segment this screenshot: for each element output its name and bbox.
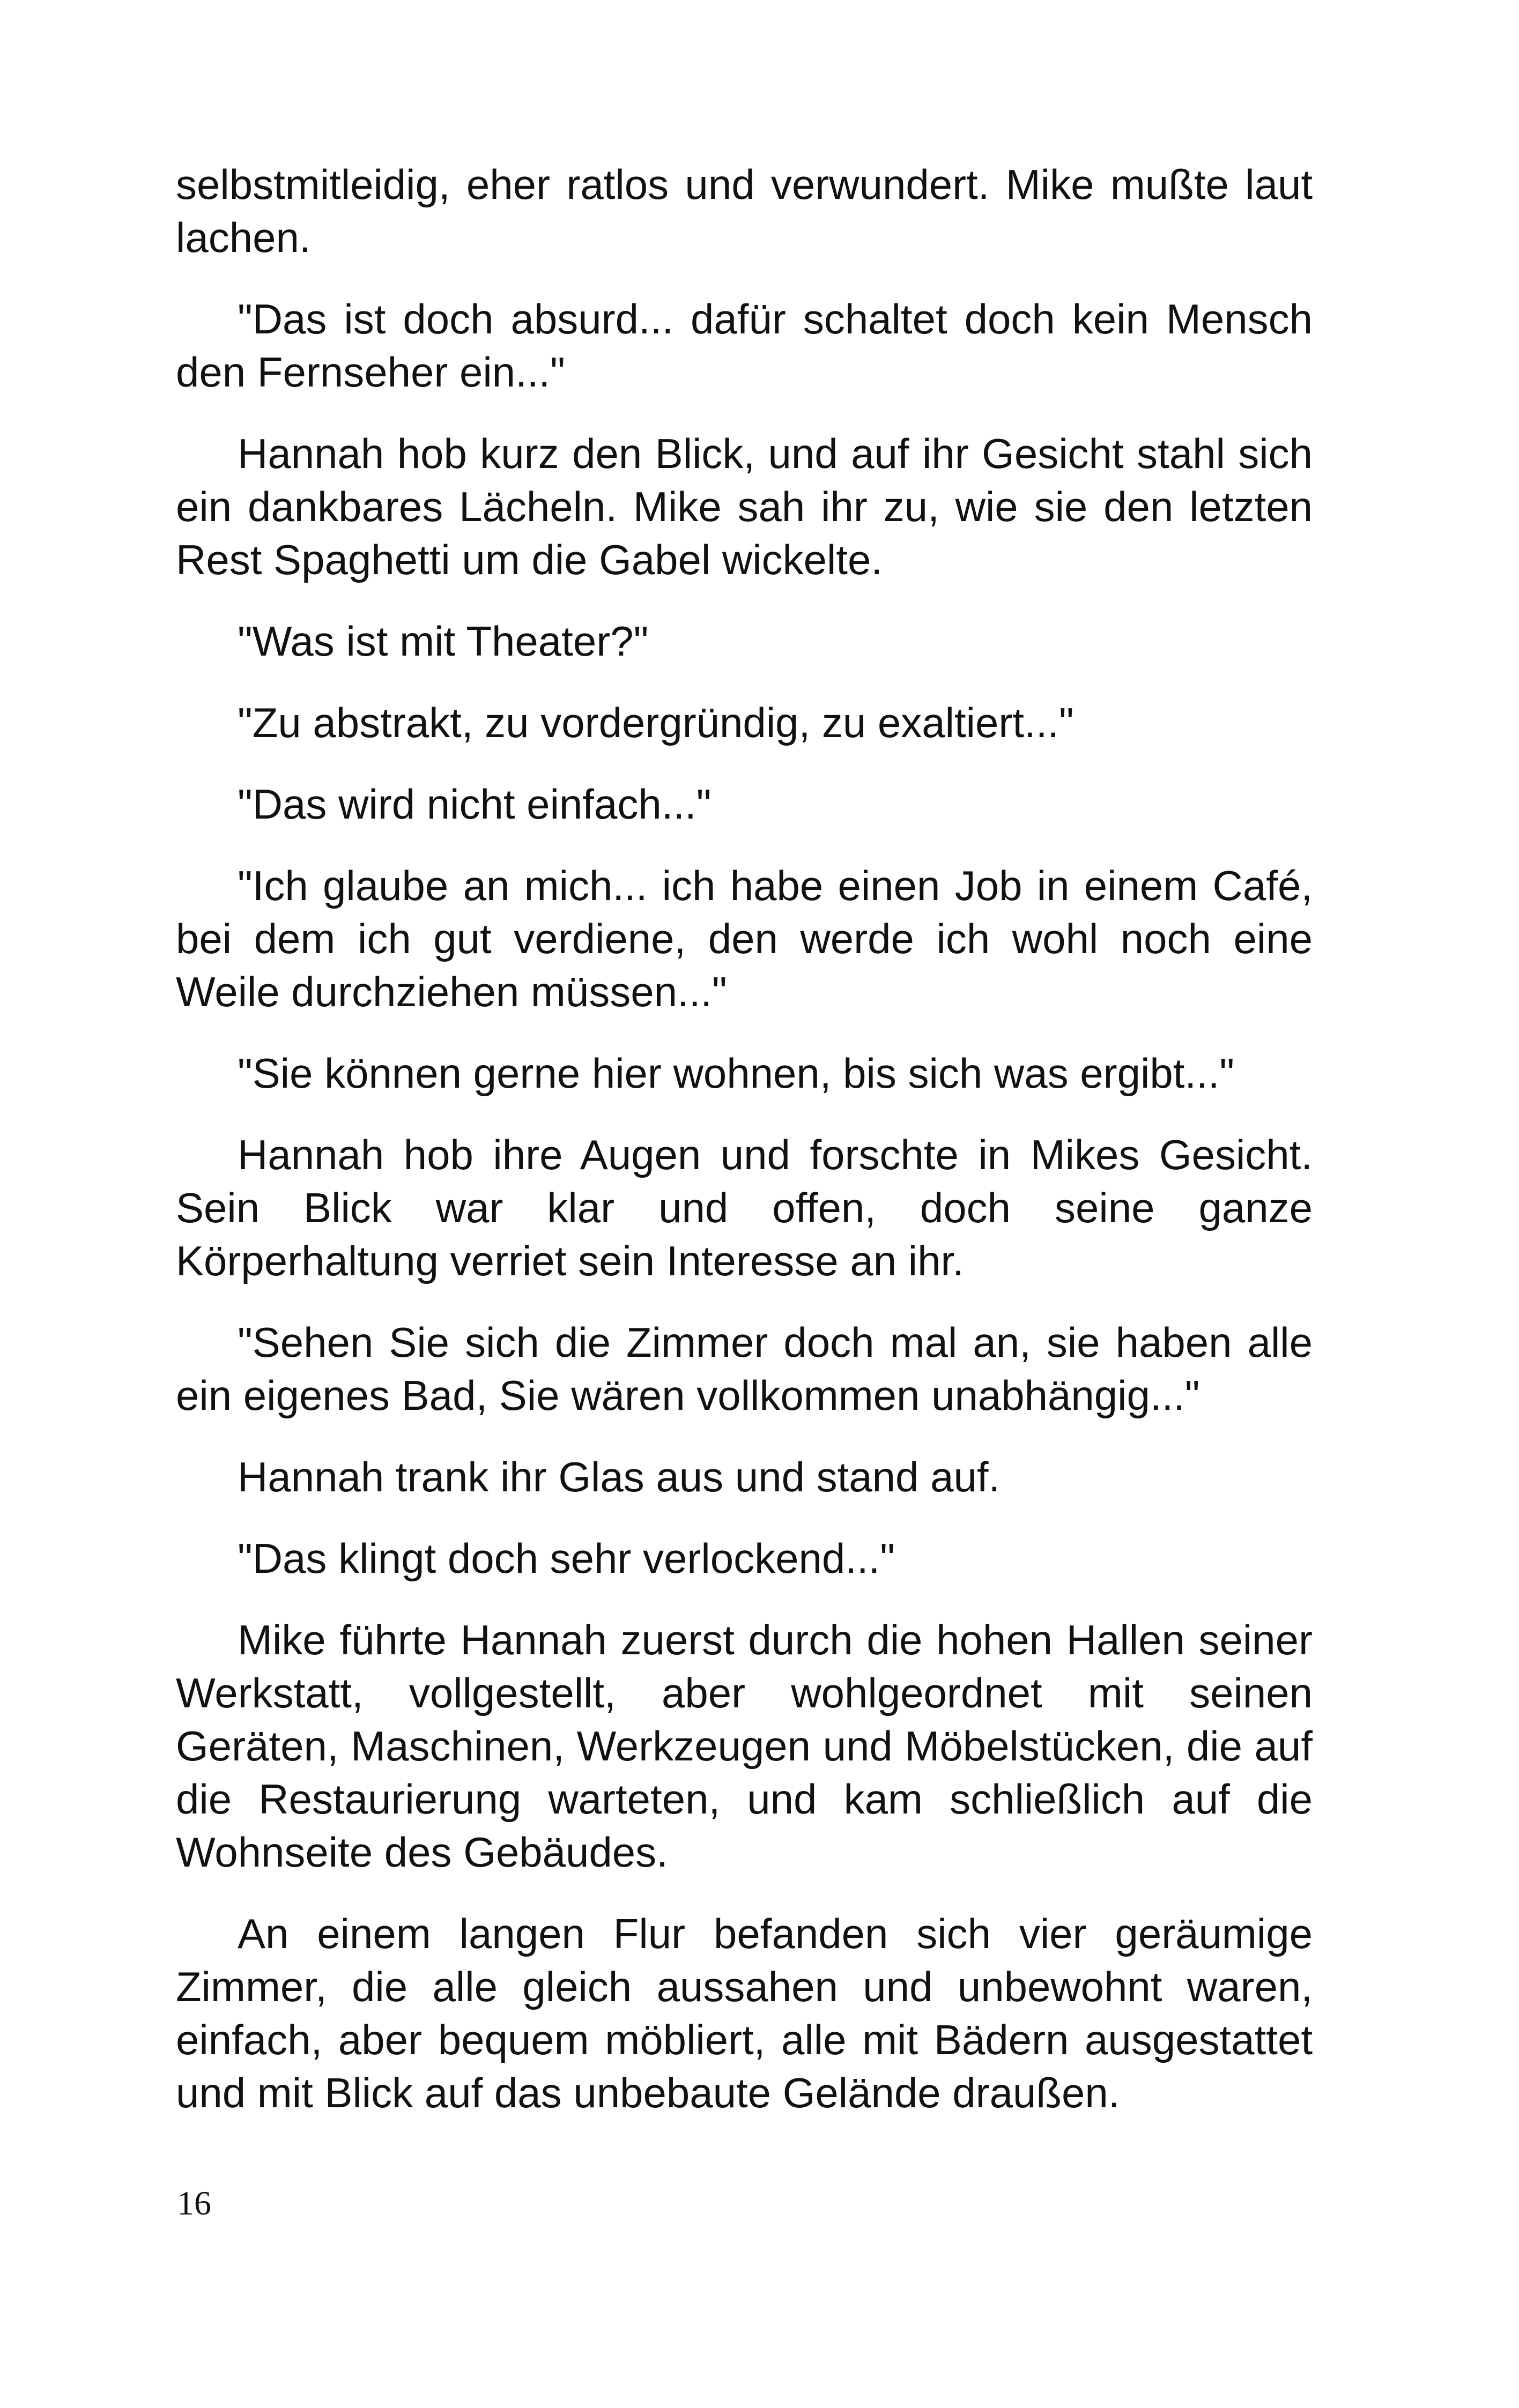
paragraph: "Ich glaube an mich... ich habe einen Job in einem Café, bei dem ich gut verdiene, den werde ich wohl noch eine Weile durchziehen müssen...": [176, 862, 1313, 1015]
paragraph: "Sie können gerne hier wohnen, bis sich was ergibt...": [238, 1050, 1235, 1097]
paragraph: "Was ist mit Theater?": [238, 618, 649, 665]
paragraph: selbstmitleidig, eher ratlos und verwundert. Mike mußte laut lachen.: [176, 161, 1313, 261]
paragraph: "Das wird nicht einfach...": [238, 781, 712, 828]
page-number: 16: [177, 2184, 211, 2222]
paragraph: "Das ist doch absurd... dafür schaltet doch kein Mensch den Fernseher ein...": [176, 295, 1313, 396]
paragraph: "Sehen Sie sich die Zimmer doch mal an, sie haben alle ein eigenes Bad, Sie wären vollkommen unabhängig...": [176, 1319, 1313, 1419]
paragraph: "Zu abstrakt, zu vordergründig, zu exaltiert...": [238, 699, 1074, 746]
paragraph: Hannah hob kurz den Blick, und auf ihr Gesicht stahl sich ein dankbares Lächeln. Mike sah ihr zu, wie sie den letzten Rest Spaghetti um die Gabel wickelte.: [176, 430, 1313, 583]
paragraph: "Das klingt doch sehr verlockend...": [238, 1535, 895, 1582]
body-text: [176, 158, 1313, 2148]
paragraph: Mike führte Hannah zuerst durch die hohen Hallen seiner Werkstatt, vollgestellt, aber wohlgeordnet mit seinen Geräten, Maschinen, Werkzeugen und Möbelstücken, die auf die Restaurierung warteten, und kam schließlich auf die Wohnseite des Gebäudes.: [176, 1616, 1313, 1876]
paragraph: Hannah trank ihr Glas aus und stand auf.: [238, 1453, 1001, 1500]
paragraph: An einem langen Flur befanden sich vier geräumige Zimmer, die alle gleich aussahen und unbewohnt waren, einfach, aber bequem möbliert, alle mit Bädern ausgestattet und mit Blick auf das unbebaute Gelände draußen.: [176, 1910, 1313, 2116]
paragraph: Hannah hob ihre Augen und forschte in Mikes Gesicht. Sein Blick war klar und offen, doch seine ganze Körperhaltung verriet sein Interesse an ihr.: [176, 1131, 1313, 1284]
